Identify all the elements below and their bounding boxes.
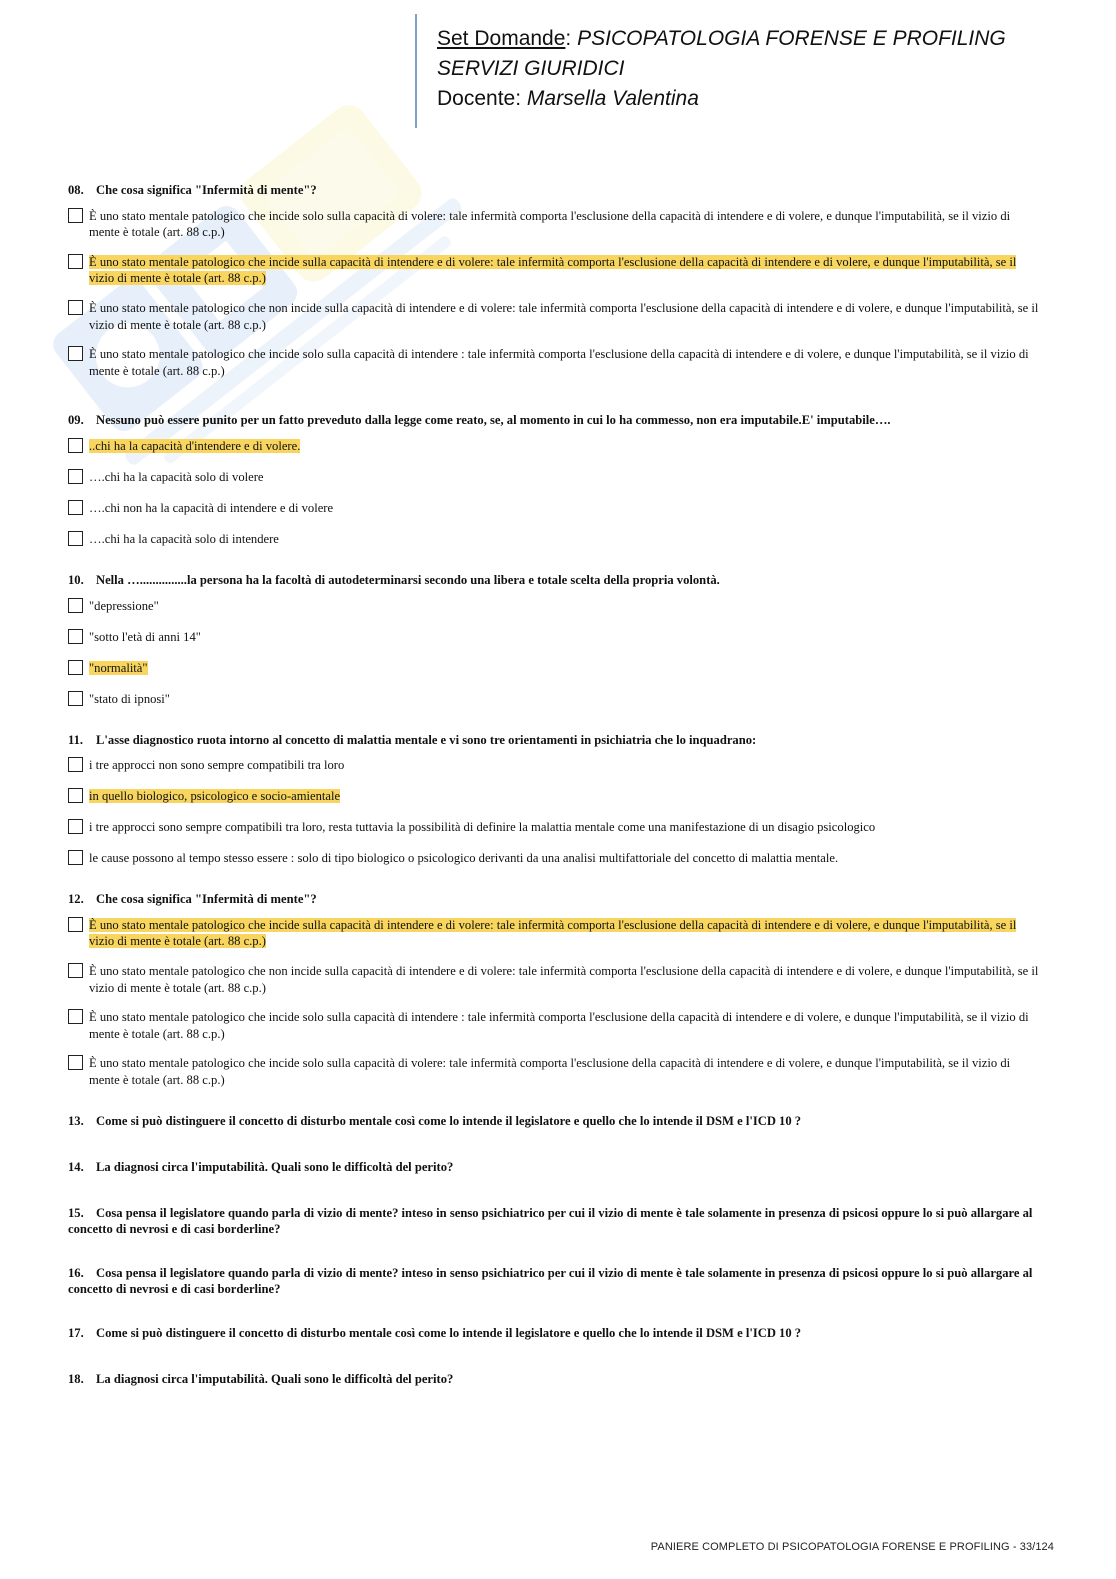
answer-checkbox[interactable]: [68, 531, 83, 546]
question-10: 10. Nella …...............la persona ha la facoltà di autodeterminarsi secondo una libera e totale scelta della propria volontà.: [68, 572, 720, 587]
answer-option: È uno stato mentale patologico che incide solo sulla capacità di intendere : tale infermità comporta l'esclusione della capacità di intendere e di volere, e dunque l'imputabilità, se il vizio di mente è totale (art. 88 c.p.): [68, 1009, 1043, 1042]
answer-checkbox[interactable]: [68, 963, 83, 978]
answer-checkbox[interactable]: [68, 819, 83, 834]
answer-option: È uno stato mentale patologico che incide solo sulla capacità di volere: tale infermità comporta l'esclusione della capacità di intendere e di volere, e dunque l'imputabilità, se il vizio di mente è totale (art. 88 c.p.): [68, 1055, 1043, 1088]
question-18: 18. La diagnosi circa l'imputabilità. Quali sono le difficoltà del perito?: [68, 1371, 454, 1386]
question-14: 14. La diagnosi circa l'imputabilità. Quali sono le difficoltà del perito?: [68, 1160, 454, 1175]
answer-option-correct: in quello biologico, psicologico e socio-amientale: [68, 788, 1043, 806]
answer-checkbox[interactable]: [68, 850, 83, 865]
set-label: Set Domande: [437, 27, 566, 50]
question-list: [68, 182, 1043, 1396]
answer-option-correct: È uno stato mentale patologico che incide sulla capacità di intendere e di volere: tale infermità comporta l'esclusione della capacità di intendere e di volere, e dunque l'imputabilità, se il vizio di mente è totale (art. 88 c.p.): [68, 917, 1043, 950]
answer-checkbox[interactable]: [68, 300, 83, 315]
question-13: 13. Come si può distinguere il concetto di disturbo mentale così come lo intende il legislatore e quello che lo intende il DSM e l'ICD 10 ?: [68, 1114, 802, 1129]
answer-checkbox[interactable]: [68, 208, 83, 223]
teacher-label: Docente:: [437, 87, 522, 110]
header-divider: [415, 14, 417, 128]
question-09: 09. Nessuno può essere punito per un fatto preveduto dalla legge come reato, se, al momento in cui lo ha commesso, non era imputabile.E' imputabile….: [68, 413, 891, 428]
answer-checkbox[interactable]: [68, 598, 83, 613]
answer-option-correct: È uno stato mentale patologico che incide sulla capacità di intendere e di volere: tale infermità comporta l'esclusione della capacità di intendere e di volere, e dunque l'imputabilità, se il vizio di mente è totale (art. 88 c.p.): [68, 254, 1043, 287]
answer-option: i tre approcci non sono sempre compatibili tra loro: [68, 757, 1043, 775]
answer-option: È uno stato mentale patologico che non incide sulla capacità di intendere e di volere: tale infermità comporta l'esclusione della capacità di intendere e di volere, e dunque l'imputabilità, se il vizio di mente è totale (art. 88 c.p.): [68, 963, 1043, 996]
set-colon: :: [565, 27, 572, 50]
answer-option: ….chi ha la capacità solo di volere: [68, 469, 1043, 487]
answer-checkbox[interactable]: [68, 629, 83, 644]
answer-option: le cause possono al tempo stesso essere : solo di tipo biologico o psicologico derivanti da una analisi multifattoriale del concetto di malattia mentale.: [68, 850, 1043, 868]
question-11: 11. L'asse diagnostico ruota intorno al concetto di malattia mentale e vi sono tre orientamenti in psichiatria che lo inquadrano:: [68, 732, 757, 747]
answer-option: È uno stato mentale patologico che incide solo sulla capacità di intendere : tale infermità comporta l'esclusione della capacità di intendere e di volere, e dunque l'imputabilità, se il vizio di mente è totale (art. 88 c.p.): [68, 346, 1043, 379]
question-12: 12. Che cosa significa "Infermità di mente"?: [68, 892, 317, 907]
question-15: 15. Cosa pensa il legislatore quando parla di vizio di mente? inteso in senso psichiatrico per cui il vizio di mente è tale solamente in presenza di psicosi oppure lo si può allargare al concetto di nevrosi e di casi borderline?: [68, 1205, 1033, 1237]
answer-option: "depressione": [68, 598, 1043, 616]
answer-checkbox[interactable]: [68, 757, 83, 772]
answer-checkbox[interactable]: [68, 346, 83, 361]
answer-option: ….chi non ha la capacità di intendere e di volere: [68, 500, 1043, 518]
answer-checkbox[interactable]: [68, 500, 83, 515]
answer-checkbox[interactable]: [68, 917, 83, 932]
answer-checkbox[interactable]: [68, 469, 83, 484]
answer-checkbox[interactable]: [68, 254, 83, 269]
answer-option: È uno stato mentale patologico che non incide sulla capacità di intendere e di volere: tale infermità comporta l'esclusione della capacità di intendere e di volere, e dunque l'imputabilità, se il vizio di mente è totale (art. 88 c.p.): [68, 300, 1043, 333]
page-footer: PANIERE COMPLETO DI PSICOPATOLOGIA FORENSE E PROFILING - 33/124: [650, 1541, 1054, 1553]
question-08: 08. Che cosa significa "Infermità di mente"?: [68, 183, 317, 197]
answer-checkbox[interactable]: [68, 660, 83, 675]
question-17: 17. Come si può distinguere il concetto di disturbo mentale così come lo intende il legislatore e quello che lo intende il DSM e l'ICD 10 ?: [68, 1326, 802, 1341]
answer-option: È uno stato mentale patologico che incide solo sulla capacità di volere: tale infermità comporta l'esclusione della capacità di intendere e di volere, e dunque l'imputabilità, se il vizio di mente è totale (art. 88 c.p.): [68, 208, 1043, 241]
course-title: PSICOPATOLOGIA FORENSE E PROFILING: [577, 27, 1006, 50]
header-course-line: [437, 24, 1006, 54]
answer-option-correct: ..chi ha la capacità d'intendere e di volere.: [68, 438, 1043, 456]
answer-checkbox[interactable]: [68, 1009, 83, 1024]
answer-option-correct: "normalità": [68, 660, 1043, 678]
question-16: 16. Cosa pensa il legislatore quando parla di vizio di mente? inteso in senso psichiatrico per cui il vizio di mente è tale solamente in presenza di psicosi oppure lo si può allargare al concetto di nevrosi e di casi borderline?: [68, 1265, 1033, 1297]
answer-checkbox[interactable]: [68, 788, 83, 803]
answer-option: "stato di ipnosi": [68, 691, 1043, 709]
answer-checkbox[interactable]: [68, 1055, 83, 1070]
answer-option: i tre approcci sono sempre compatibili tra loro, resta tuttavia la possibilità di definire la malattia mentale come una manifestazione di un disagio psicologico: [68, 819, 1043, 837]
teacher-name: Marsella Valentina: [526, 87, 699, 110]
answer-checkbox[interactable]: [68, 438, 83, 453]
answer-option: ….chi ha la capacità solo di intendere: [68, 531, 1043, 549]
document-header: [437, 24, 1006, 114]
answer-checkbox[interactable]: [68, 691, 83, 706]
answer-option: "sotto l'età di anni 14": [68, 629, 1043, 647]
department: SERVIZI GIURIDICI: [437, 57, 625, 80]
teacher-line: [437, 84, 1006, 114]
